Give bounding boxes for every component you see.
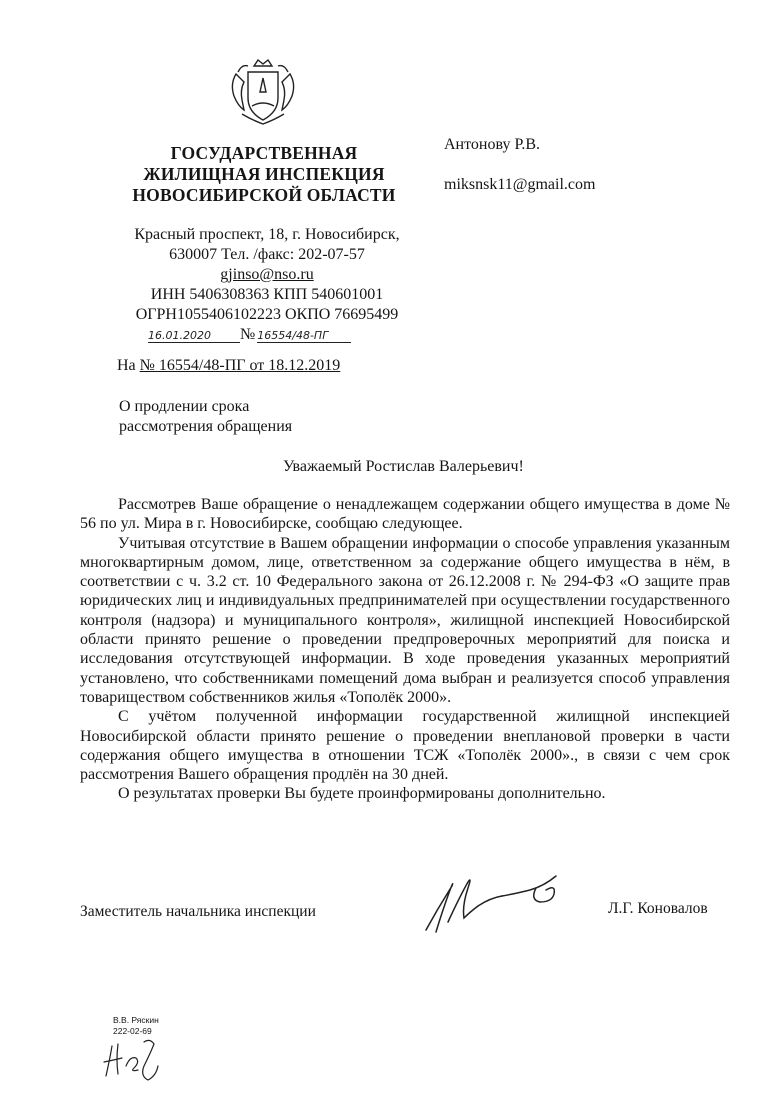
- addressee-block: [444, 135, 595, 195]
- executor-name: В.В. Ряскин: [113, 1015, 159, 1025]
- outgoing-number-sign: №: [240, 326, 256, 343]
- subject-line: О продлении срока: [119, 398, 250, 415]
- reply-reference: [117, 357, 340, 375]
- outgoing-registration: [148, 326, 351, 344]
- coat-of-arms-icon: [222, 54, 304, 126]
- org-name-line: ГОСУДАРСТВЕННАЯ: [170, 143, 358, 163]
- ogrn-okpo: ОГРН1055406102223 ОКПО 76695499: [135, 306, 399, 323]
- subject-line: рассмотрения обращения: [119, 418, 293, 435]
- outgoing-date: 16.01.2020: [148, 329, 240, 343]
- addressee-email: miksnsk11@gmail.com: [444, 176, 596, 193]
- greeting: Уважаемый Ростислав Валерьевич!: [283, 458, 524, 475]
- body-paragraph: Учитывая отсутствие в Вашем обращении информации о способе управления указанным многоквартирным домом, лице, ответственном за содержание общего имущества в нём, в соответствии с ч. 3.2 ст. 10 Федерального закона от 26.12.2008 г. № 294-ФЗ «О защите прав юридических лиц и индивидуальных предпринимателей при осуществлении государственного контроля (надзора) и муниципального контроля», жилищной инспекцией Новосибирской области принято решение о проведении предпроверочных мероприятий для поиска и исследования отсутствующей информации. В ходе проведения указанных мероприятий установлено, что собственниками помещений дома выбран и реализуется способ управления товариществом собственников жилья «Тополёк 2000».: [80, 534, 730, 706]
- outgoing-number: 16554/48-ПГ: [257, 329, 351, 343]
- body-paragraph: С учётом полученной информации государственной жилищной инспекцией Новосибирской области принято решение о проведении внеплановой проверки в части содержания общего имущества в отношении ТСЖ «Тополёк 2000»., в связи с чем срок рассмотрения Вашего обращения продлён на 30 дней.: [80, 708, 730, 784]
- addressee-name: Антонову Р.В.: [444, 136, 541, 153]
- org-name-line: ЖИЛИЩНАЯ ИНСПЕКЦИЯ: [143, 164, 385, 184]
- initials-signature-icon: [100, 1036, 162, 1082]
- organization-contacts: [110, 225, 424, 325]
- signer-name: Л.Г. Коновалов: [608, 900, 708, 917]
- signer-position: Заместитель начальника инспекции: [80, 903, 316, 920]
- reply-ref-number: № 16554/48-ПГ от 18.12.2019: [139, 357, 341, 374]
- address-phone-line: 630007 Тел. /факс: 202-07-57: [169, 246, 365, 263]
- body-paragraph: О результатах проверки Вы будете проинформированы дополнительно.: [118, 785, 606, 803]
- letter-subject: [119, 397, 292, 437]
- executor-info: [113, 1015, 159, 1037]
- organization-name: [110, 143, 418, 206]
- inn-kpp: ИНН 5406308363 КПП 540601001: [150, 286, 384, 303]
- address-line: Красный проспект, 18, г. Новосибирск,: [134, 226, 400, 243]
- signature-icon: [418, 866, 576, 938]
- reply-prefix: На: [117, 357, 140, 374]
- org-name-line: НОВОСИБИРСКОЙ ОБЛАСТИ: [132, 185, 396, 205]
- organization-email-link[interactable]: gjinso@nso.ru: [220, 266, 314, 283]
- body-paragraph: Рассмотрев Ваше обращение о ненадлежащем содержании общего имущества в доме № 56 по ул. Мира в г. Новосибирске, сообщаю следующее.: [80, 496, 730, 533]
- executor-phone: 222-02-69: [113, 1026, 152, 1036]
- letter-body: [80, 495, 730, 804]
